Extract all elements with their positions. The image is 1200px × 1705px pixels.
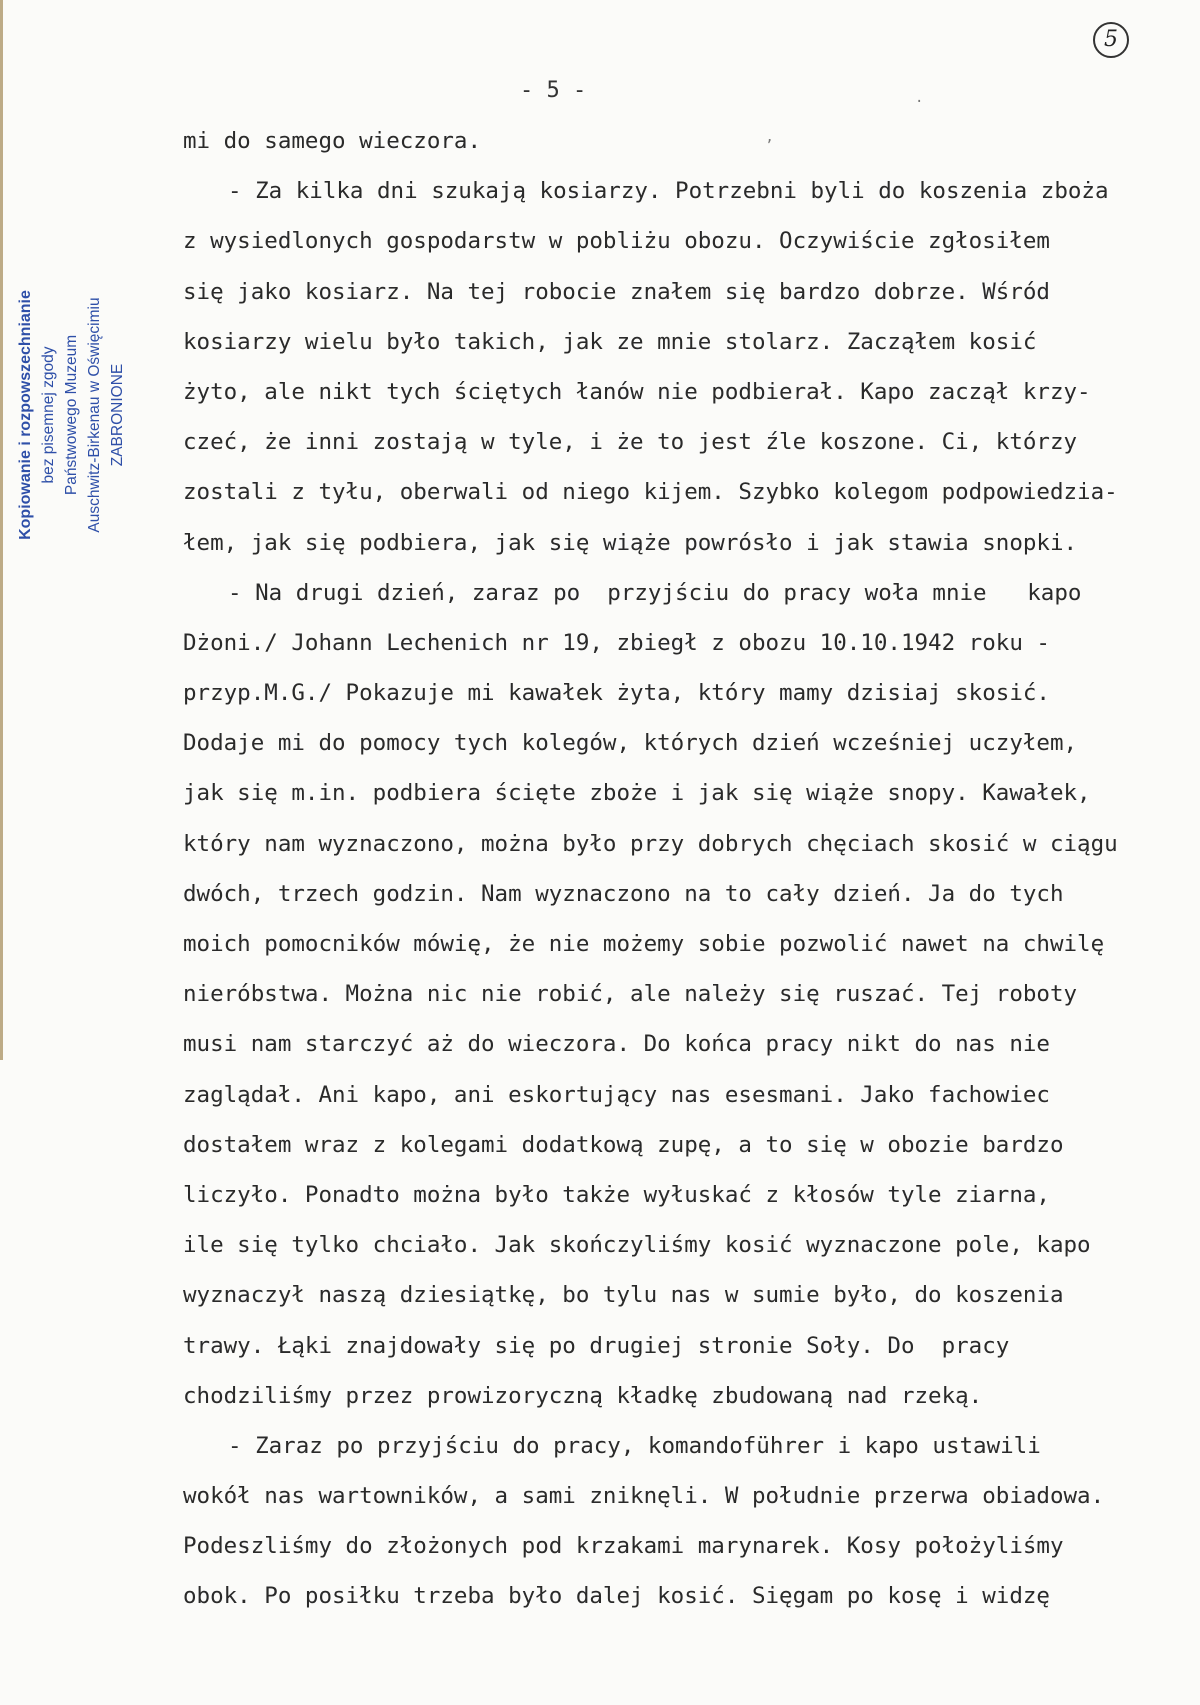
text-line: Dodaje mi do pomocy tych kolegów, których dzień wcześniej uczyłem, — [183, 730, 1078, 757]
text-line: z wysiedlonych gospodarstw w pobliżu obozu. Oczywiście zgłosiłem — [183, 228, 1050, 255]
text-line: mi do samego wieczora. — [183, 128, 482, 154]
pen-mark: ’ — [765, 138, 774, 154]
text-line: przyp.M.G./ Pokazuje mi kawałek żyta, który mamy dzisiaj skosić. — [183, 680, 1050, 707]
text-line: czeć, że inni zostają w tyle, i że to jest źle koszone. Ci, którzy — [183, 429, 1078, 456]
text-line: - Za kilka dni szukają kosiarzy. Potrzebni byli do koszenia zboża — [228, 178, 1109, 205]
text-line: łem, jak się podbiera, jak się wiąże powrósło i jak stawia snopki. — [183, 529, 1078, 556]
text-line: obok. Po posiłku trzeba było dalej kosić. Sięgam po kosę i widzę — [183, 1583, 1050, 1610]
text-line: moich pomocników mówię, że nie możemy sobie pozwolić nawet na chwilę — [183, 931, 1105, 957]
stamp-line: Kopiowanie i rozpowszechnianie — [17, 290, 34, 540]
stamp-line: bez pisemnej zgody — [40, 346, 57, 484]
text-line: nieróbstwa. Można nic nie robić, ale należy się ruszać. Tej roboty — [183, 981, 1078, 1008]
text-line: dostałem wraz z kolegami dodatkową zupę, a to się w obozie bardzo — [183, 1131, 1064, 1158]
scan-edge-shadow — [0, 0, 3, 1060]
text-line: Podeszliśmy do złożonych pod krzakami marynarek. Kosy położyliśmy — [183, 1533, 1064, 1560]
text-line: trawy. Łąki znajdowały się po drugiej stronie Soły. Do pracy — [183, 1332, 1010, 1359]
stamp-line: Państwowego Muzeum — [63, 334, 80, 496]
text-line: - Zaraz po przyjściu do pracy, komandoführer i kapo ustawili — [228, 1432, 1041, 1459]
text-line: kosiarzy wielu było takich, jak ze mnie stolarz. Zacząłem kosić — [183, 328, 1037, 355]
text-line: - Na drugi dzień, zaraz po przyjściu do pracy woła mnie kapo — [228, 579, 1082, 606]
text-line: ile się tylko chciało. Jak skończyliśmy kosić wyznaczone pole, kapo — [183, 1232, 1091, 1259]
text-line: zaglądał. Ani kapo, ani eskortujący nas esesmani. Jako fachowiec — [183, 1081, 1050, 1108]
page-number: - 5 - — [520, 78, 587, 103]
text-line: zostali z tyłu, oberwali od niego kijem. Szybko kolegom podpowiedzia- — [183, 479, 1118, 506]
text-line: się jako kosiarz. Na tej robocie znałem się bardzo dobrze. Wśród — [183, 278, 1050, 305]
copyright-stamp — [14, 280, 132, 550]
text-line: musi nam starczyć aż do wieczora. Do końca pracy nikt do nas nie — [183, 1031, 1050, 1058]
dust-mark: . — [915, 90, 924, 106]
text-line: chodziliśmy przez prowizoryczną kładkę zbudowaną nad rzeką. — [183, 1382, 983, 1409]
text-line: żyto, ale nikt tych ściętych łanów nie podbierał. Kapo zaczął krzy- — [183, 378, 1091, 405]
text-line: który nam wyznaczono, można było przy dobrych chęciach skosić w ciągu — [183, 830, 1118, 857]
text-line: dwóch, trzech godzin. Nam wyznaczono na to cały dzień. Ja do tych — [183, 880, 1064, 907]
circled-page-number: 5 — [1093, 22, 1129, 58]
stamp-line: ZABRONIONE — [109, 363, 126, 467]
text-line: Dżoni./ Johann Lechenich nr 19, zbiegł z obozu 10.10.1942 roku - — [183, 629, 1050, 656]
text-line: wyznaczył naszą dziesiątkę, bo tylu nas w sumie było, do koszenia — [183, 1282, 1064, 1309]
text-line: liczyło. Ponadto można było także wyłuskać z kłosów tyle ziarna, — [183, 1181, 1050, 1208]
text-line: jak się m.in. podbiera ścięte zboże i jak się wiąże snopy. Kawałek, — [183, 780, 1091, 807]
typewritten-text — [183, 116, 1200, 1610]
text-line: wokół nas wartowników, a sami zniknęli. W południe przerwa obiadowa. — [183, 1483, 1105, 1510]
stamp-line: Auschwitz-Birkenau w Oświęcimiu — [86, 297, 103, 533]
